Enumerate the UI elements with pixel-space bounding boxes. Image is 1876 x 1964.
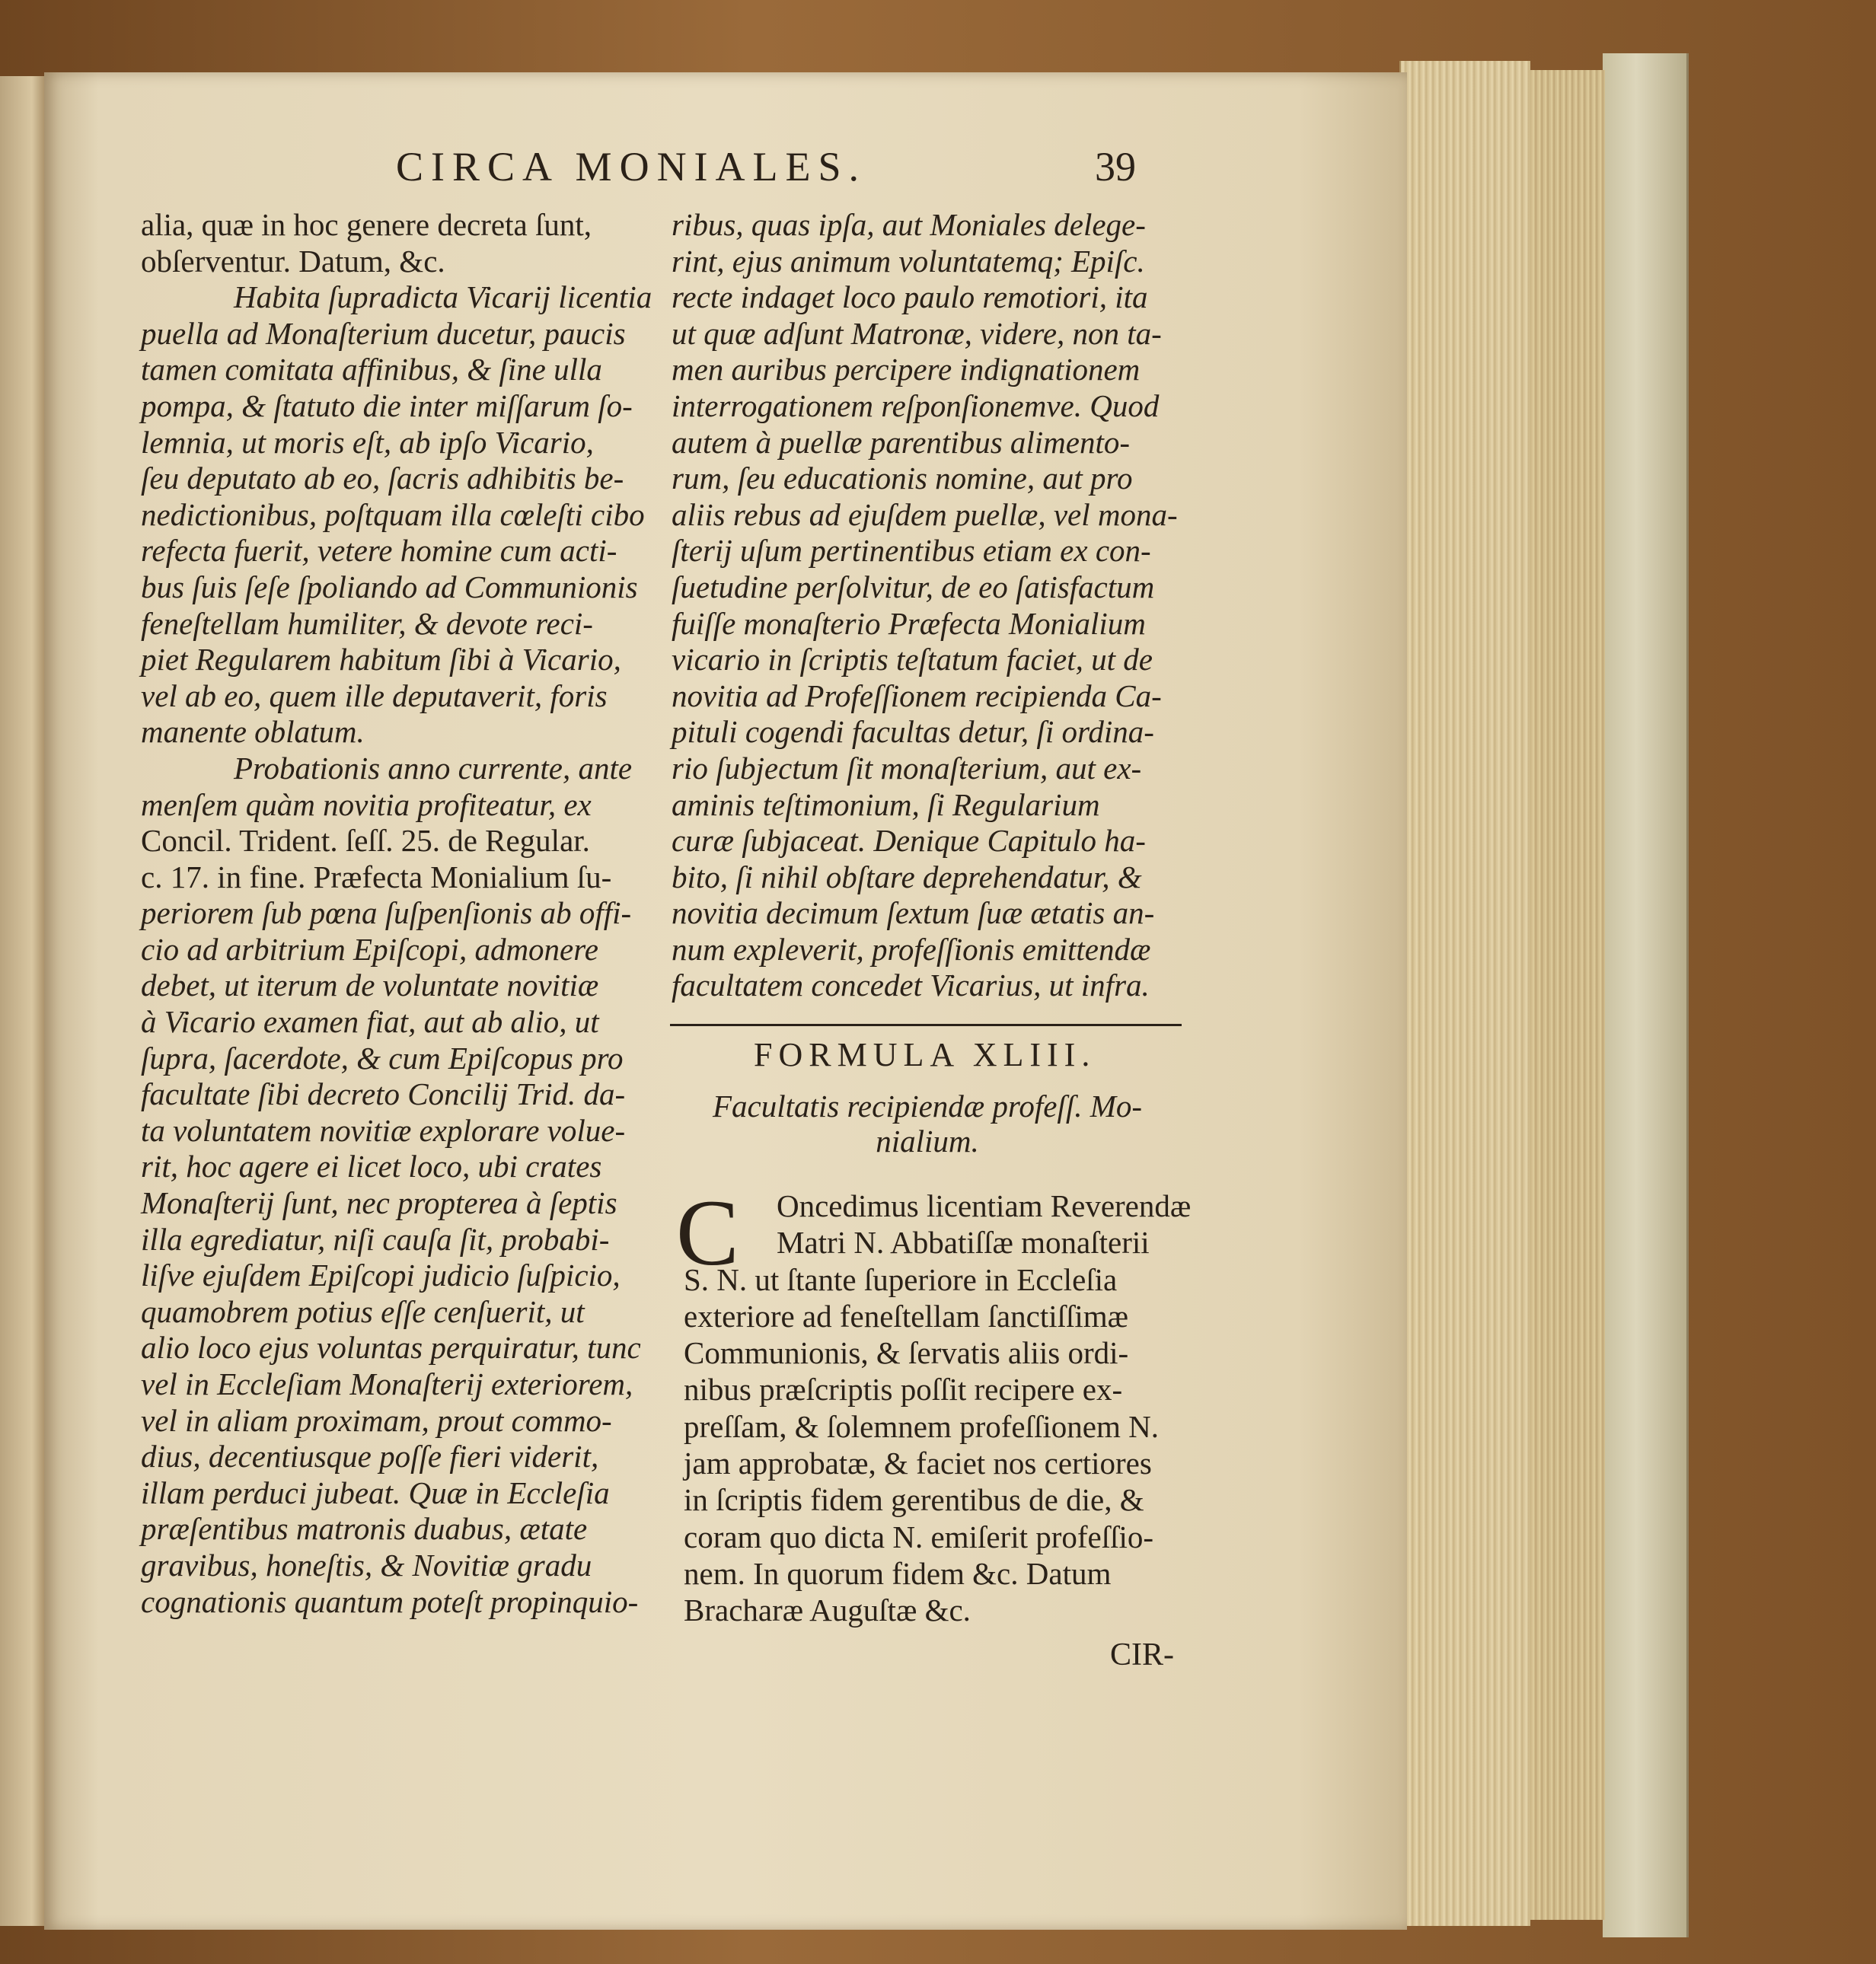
text-line: rint, ejus animum voluntatemq; Epiſc. xyxy=(672,243,1145,279)
formula-text-line: preſſam, & ſolemnem profeſſionem N. xyxy=(684,1408,1159,1444)
text-line: cio ad arbitrium Epiſcopi, admonere xyxy=(141,931,598,967)
text-line: vicario in ſcriptis teſtatum faciet, ut de xyxy=(672,642,1153,678)
text-line: illa egrediatur, niſi cauſa ſit, probabi- xyxy=(141,1221,610,1257)
text-line: Habita ſupradicta Vicarij licentia xyxy=(234,279,652,315)
text-line: obſerventur. Datum, &c. xyxy=(141,243,445,279)
formula-text-line: Communionis, & ſervatis aliis ordi- xyxy=(684,1335,1129,1371)
text-line: recte indaget loco paulo remotiori, ita xyxy=(672,279,1148,315)
text-line: alia, quæ in hoc genere decreta ſunt, xyxy=(141,207,592,242)
text-line: curæ ſubjaceat. Denique Capitulo ha- xyxy=(672,823,1146,859)
left-text-column xyxy=(141,207,652,1620)
text-line: ut quæ adſunt Matronæ, videre, non ta- xyxy=(672,315,1162,351)
formula-text-line: exteriore ad feneſtellam ſanctiſſimæ xyxy=(684,1298,1129,1334)
text-line: autem à puellæ parentibus alimento- xyxy=(672,424,1131,460)
running-header-title: CIRCA MONIALES. xyxy=(396,144,867,190)
text-line: feneſtellam humiliter, & devote reci- xyxy=(141,605,593,641)
formula-text-line: jam approbatæ, & faciet nos certiores xyxy=(684,1446,1152,1481)
formula-text-line: Bracharæ Auguſtæ &c. xyxy=(684,1593,971,1628)
formula-text-line: Matri N. Abbatiſſæ monaſterii xyxy=(777,1225,1150,1261)
text-line: illam perduci jubeat. Quæ in Eccleſia xyxy=(141,1475,610,1510)
text-line: facultate ſibi decreto Concilij Trid. da- xyxy=(141,1076,626,1112)
text-line: vel in Eccleſiam Monaſterij exteriorem, xyxy=(141,1366,633,1401)
text-line: aliis rebus ad ejuſdem puellæ, vel mona- xyxy=(672,496,1178,532)
text-line: Probationis anno currente, ante xyxy=(234,750,633,786)
text-line: quamobrem potius eſſe cenſuerit, ut xyxy=(141,1293,585,1329)
text-line: rit, hoc agere ei licet loco, ubi crates xyxy=(141,1149,602,1184)
text-line: puella ad Monaſterium ducetur, paucis xyxy=(141,315,626,351)
text-line: novitia decimum ſextum ſuæ ætatis an- xyxy=(672,895,1155,931)
text-line: ſupra, ſacerdote, & cum Epiſcopus pro xyxy=(141,1040,624,1076)
book-cover-edge xyxy=(1603,53,1689,1937)
text-line: Concil. Trident. ſeſſ. 25. de Regular. xyxy=(141,823,590,859)
text-line: novitia ad Profeſſionem recipienda Ca- xyxy=(672,678,1162,713)
text-line: pompa, & ſtatuto die inter miſſarum ſo- xyxy=(141,387,633,423)
text-line: debet, ut iterum de voluntate novitiæ xyxy=(141,968,599,1003)
text-line: à Vicario examen fiat, aut ab alio, ut xyxy=(141,1004,599,1040)
page-number: 39 xyxy=(1095,144,1136,190)
text-line: ta voluntatem novitiæ explorare volue- xyxy=(141,1112,626,1148)
text-line: rio ſubjectum ſit monaſterium, aut ex- xyxy=(672,750,1142,786)
text-line: ſterij uſum pertinentibus etiam ex con- xyxy=(672,533,1151,569)
drop-cap-initial: C xyxy=(676,1181,739,1285)
page-block-edges xyxy=(1399,61,1530,1926)
text-line: manente oblatum. xyxy=(141,714,365,750)
text-line: liſve ejuſdem Epiſcopi judicio ſuſpicio, xyxy=(141,1258,621,1293)
text-line: rum, ſeu educationis nomine, aut pro xyxy=(672,461,1133,496)
catchword: CIR- xyxy=(1110,1637,1174,1672)
text-line: aminis teſtimonium, ſi Regularium xyxy=(672,786,1100,822)
facing-page-edge xyxy=(0,76,46,1926)
text-line: tamen comitata affinibus, & ſine ulla xyxy=(141,352,602,387)
text-line: vel ab eo, quem ille deputaverit, foris xyxy=(141,678,608,713)
section-rule xyxy=(670,1024,1182,1026)
text-line: cognationis quantum poteſt propinquio- xyxy=(141,1583,639,1619)
text-line: pituli cogendi facultas detur, ſi ordina- xyxy=(672,714,1154,750)
text-line: periorem ſub pœna ſuſpenſionis ab offi- xyxy=(141,895,632,931)
formula-text-line: nem. In quorum fidem &c. Datum xyxy=(684,1555,1112,1591)
right-text-column xyxy=(672,207,1178,1004)
formula-text-line: Oncedimus licentiam Reverendæ xyxy=(777,1188,1192,1223)
formula-text-line: nibus præſcriptis poſſit recipere ex- xyxy=(684,1372,1123,1408)
formula-text-line: S. N. ut ſtante ſuperiore in Eccleſia xyxy=(684,1261,1118,1297)
text-line: refecta fuerit, vetere homine cum acti- xyxy=(141,533,617,569)
text-line: bito, ſi nihil obſtare deprehendatur, & xyxy=(672,859,1142,894)
text-line: ribus, quas ipſa, aut Moniales delege- xyxy=(672,207,1146,242)
text-line: alio loco ejus voluntas perquiratur, tunc xyxy=(141,1330,641,1366)
text-line: num expleverit, profeſſionis emittendæ xyxy=(672,931,1151,967)
text-line: piet Regularem habitum ſibi à Vicario, xyxy=(141,642,621,678)
formula-subtitle: Facultatis recipiendæ profeſſ. Mo-nialium. xyxy=(712,1089,1143,1159)
text-line: ſuetudine perſolvitur, de eo ſatisfactum xyxy=(672,569,1155,604)
text-line: præſentibus matronis duabus, ætate xyxy=(141,1511,588,1547)
text-line: gravibus, honeſtis, & Novitiæ gradu xyxy=(141,1547,592,1583)
text-line: facultatem concedet Vicarius, ut infra. xyxy=(672,968,1150,1003)
text-line: vel in aliam proximam, prout commo- xyxy=(141,1402,612,1438)
text-line: men auribus percipere indignationem xyxy=(672,352,1141,387)
text-line: dius, decentiusque poſſe fieri viderit, xyxy=(141,1439,599,1475)
text-line: bus ſuis ſeſe ſpoliando ad Communionis xyxy=(141,569,638,604)
formula-text-line: in ſcriptis fidem gerentibus de die, & xyxy=(684,1482,1144,1518)
text-line: Monaſterij ſunt, nec propterea à ſeptis xyxy=(141,1185,617,1221)
text-line: c. 17. in fine. Præfecta Monialium ſu- xyxy=(141,859,612,894)
text-line: menſem quàm novitia profiteatur, ex xyxy=(141,786,592,822)
formula-title: FORMULA XLIII. xyxy=(754,1036,1096,1073)
formula-text-line: coram quo dicta N. emiſerit profeſſio- xyxy=(684,1519,1154,1554)
text-line: fuiſſe monaſterio Præfecta Monialium xyxy=(672,605,1146,641)
text-line: nedictionibus, poſtquam illa cœleſti cibo xyxy=(141,496,645,532)
formula-body-text xyxy=(684,1188,1191,1629)
text-line: ſeu deputato ab eo, ſacris adhibitis be- xyxy=(141,461,624,496)
text-line: lemnia, ut moris eſt, ab ipſo Vicario, xyxy=(141,424,594,460)
text-line: interrogationem reſponſionemve. Quod xyxy=(672,387,1160,423)
